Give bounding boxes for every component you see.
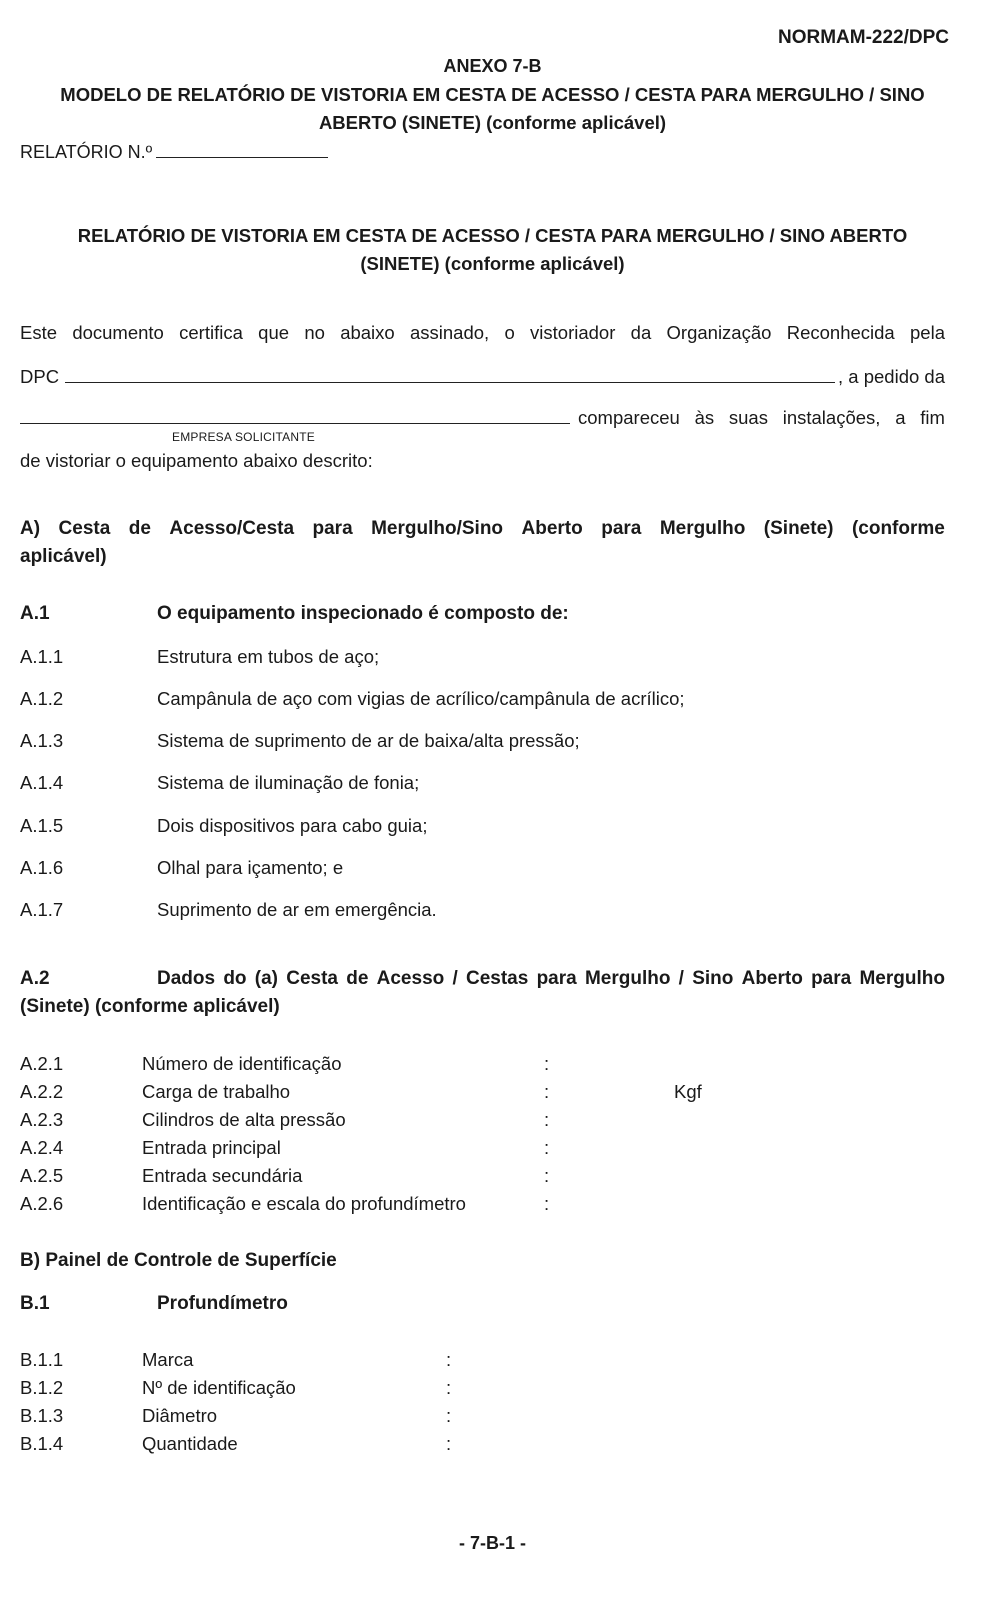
intro-word: Organização [666,322,772,343]
list-item-number: A.1.1 [20,646,64,667]
data-row-label: Nº de identificação [142,1377,296,1398]
data-row-number: A.2.5 [20,1165,64,1186]
annex-title: ANEXO 7-B [443,56,542,76]
list-item-number: A.1.6 [20,857,64,878]
dpc-blank [65,368,835,383]
a1-number: A.1 [20,603,50,624]
report-title-line2: (SINETE) (conforme aplicável) [360,253,625,274]
heading-word: de [128,518,151,539]
intro-line1 [20,322,945,344]
data-row-colon: : [544,1053,550,1074]
intro-word: às [694,407,715,428]
report-number-label: RELATÓRIO N.º [20,142,153,162]
intro-word: a [895,407,906,428]
heading-word: Cestas [466,968,529,989]
data-row-colon: : [446,1377,452,1398]
data-row-label: Entrada secundária [142,1165,303,1186]
heading-word: A) [20,518,41,539]
report-number-blank [156,141,328,158]
list-item-text: Sistema de iluminação de fonia; [157,772,420,793]
heading-word: Mergulho [659,518,746,539]
intro-word: o [504,322,515,343]
data-row-colon: : [446,1433,452,1454]
heading-word: Cesta [286,968,338,989]
intro-word: assinado, [409,322,490,343]
list-item-text: Campânula de aço com vigias de acrílico/campânula de acrílico; [157,688,685,709]
heading-word: Acesso [376,968,445,989]
heading-word: de [346,968,369,989]
heading-word: Mergulho [859,968,945,989]
data-row-colon: : [544,1165,550,1186]
data-row-label: Carga de trabalho [142,1081,291,1102]
heading-word: para [536,968,577,989]
intro-word: vistoriador [530,322,616,343]
list-item-number: A.1.2 [20,688,64,709]
intro-company-line [20,407,945,429]
data-row-colon: : [544,1137,550,1158]
data-row-unit: Kgf [674,1081,702,1102]
intro-word: instalações, [782,407,881,428]
intro-word: pela [910,322,945,343]
a2-title [157,968,945,990]
data-row-label: Número de identificação [142,1053,342,1074]
list-item-text: Sistema de suprimento de ar de baixa/alta pressão; [157,730,580,751]
data-row-colon: : [544,1081,550,1102]
list-item-text: Olhal para içamento; e [157,857,344,878]
report-title-line1: RELATÓRIO DE VISTORIA EM CESTA DE ACESSO / CESTA PARA MERGULHO / SINO ABERTO [77,225,908,246]
intro-word: Reconhecida [786,322,895,343]
document-code: NORMAM-222/DPC [777,27,949,48]
heading-word: para [312,518,353,539]
list-item-text: Dois dispositivos para cabo guia; [157,815,428,836]
data-row-label: Quantidade [142,1433,238,1454]
data-row-label: Cilindros de alta pressão [142,1109,346,1130]
heading-word: para [601,518,642,539]
data-row-number: A.2.2 [20,1081,64,1102]
data-row-number: B.1.2 [20,1377,64,1398]
a2-number: A.2 [20,968,50,989]
data-row-number: B.1.3 [20,1405,64,1426]
heading-word: Cesta [58,518,111,539]
b1-number: B.1 [20,1293,50,1314]
data-row-colon: : [446,1349,452,1370]
dpc-label: DPC [20,366,60,387]
heading-word: Aberto [741,968,803,989]
intro-word: compareceu [578,407,680,428]
heading-word: / [452,968,458,989]
intro-dpc-line [20,366,945,388]
data-row-label: Identificação e escala do profundímetro [142,1193,466,1214]
data-row-colon: : [544,1193,550,1214]
data-row-number: A.2.1 [20,1053,64,1074]
intro-word: certifica [179,322,243,343]
list-item-text: Estrutura em tubos de aço; [157,646,380,667]
heading-word: Mergulho/Sino [371,518,504,539]
a2-heading [20,968,945,990]
intro-word: que [258,322,290,343]
heading-word: Aberto [521,518,583,539]
company-blank [20,409,570,424]
intro-word: no [304,322,325,343]
data-row-colon: : [446,1405,452,1426]
heading-word: para [811,968,852,989]
heading-word: (Sinete) [763,518,834,539]
page-number: - 7-B-1 - [459,1533,526,1553]
heading-word: Dados [157,968,216,989]
company-suffix [578,407,945,429]
a1-title: O equipamento inspecionado é composto de: [157,603,569,624]
a2-title-cont: (Sinete) (conforme aplicável) [20,996,280,1017]
company-caption: EMPRESA SOLICITANTE [172,430,315,444]
heading-word: Mergulho [584,968,671,989]
list-item-text: Suprimento de ar em emergência. [157,899,437,920]
section-a-title-line1 [20,518,945,540]
data-row-number: B.1.4 [20,1433,64,1454]
intro-word: fim [920,407,945,428]
intro-word: documento [72,322,164,343]
intro-word: abaixo [340,322,395,343]
data-row-label: Diâmetro [142,1405,218,1426]
heading-word: Acesso/Cesta [169,518,295,539]
list-item-number: A.1.4 [20,772,64,793]
data-row-number: A.2.3 [20,1109,64,1130]
intro-line-end: de vistoriar o equipamento abaixo descrito: [20,450,373,471]
list-item-number: A.1.5 [20,815,64,836]
report-number [20,141,328,163]
list-item-number: A.1.3 [20,730,64,751]
section-a-title-line2: aplicável) [20,546,107,567]
data-row-number: A.2.4 [20,1137,64,1158]
intro-word: da [630,322,652,343]
heading-word: Sino [692,968,734,989]
intro-word: suas [728,407,768,428]
dpc-suffix: , a pedido da [838,366,945,387]
data-row-number: B.1.1 [20,1349,64,1370]
section-b-title: B) Painel de Controle de Superfície [20,1250,337,1271]
b1-title: Profundímetro [157,1293,288,1314]
heading-word: / [678,968,684,989]
heading-word: (a) [254,968,278,989]
heading-word: (conforme [851,518,945,539]
model-title-line2: ABERTO (SINETE) (conforme aplicável) [318,112,667,133]
data-row-label: Marca [142,1349,194,1370]
model-title-line1: MODELO DE RELATÓRIO DE VISTORIA EM CESTA DE ACESSO / CESTA PARA MERGULHO / SINO [60,84,925,105]
intro-word: Este [20,322,58,343]
data-row-label: Entrada principal [142,1137,281,1158]
data-row-number: A.2.6 [20,1193,64,1214]
list-item-number: A.1.7 [20,899,64,920]
data-row-colon: : [544,1109,550,1130]
heading-word: do [223,968,247,989]
